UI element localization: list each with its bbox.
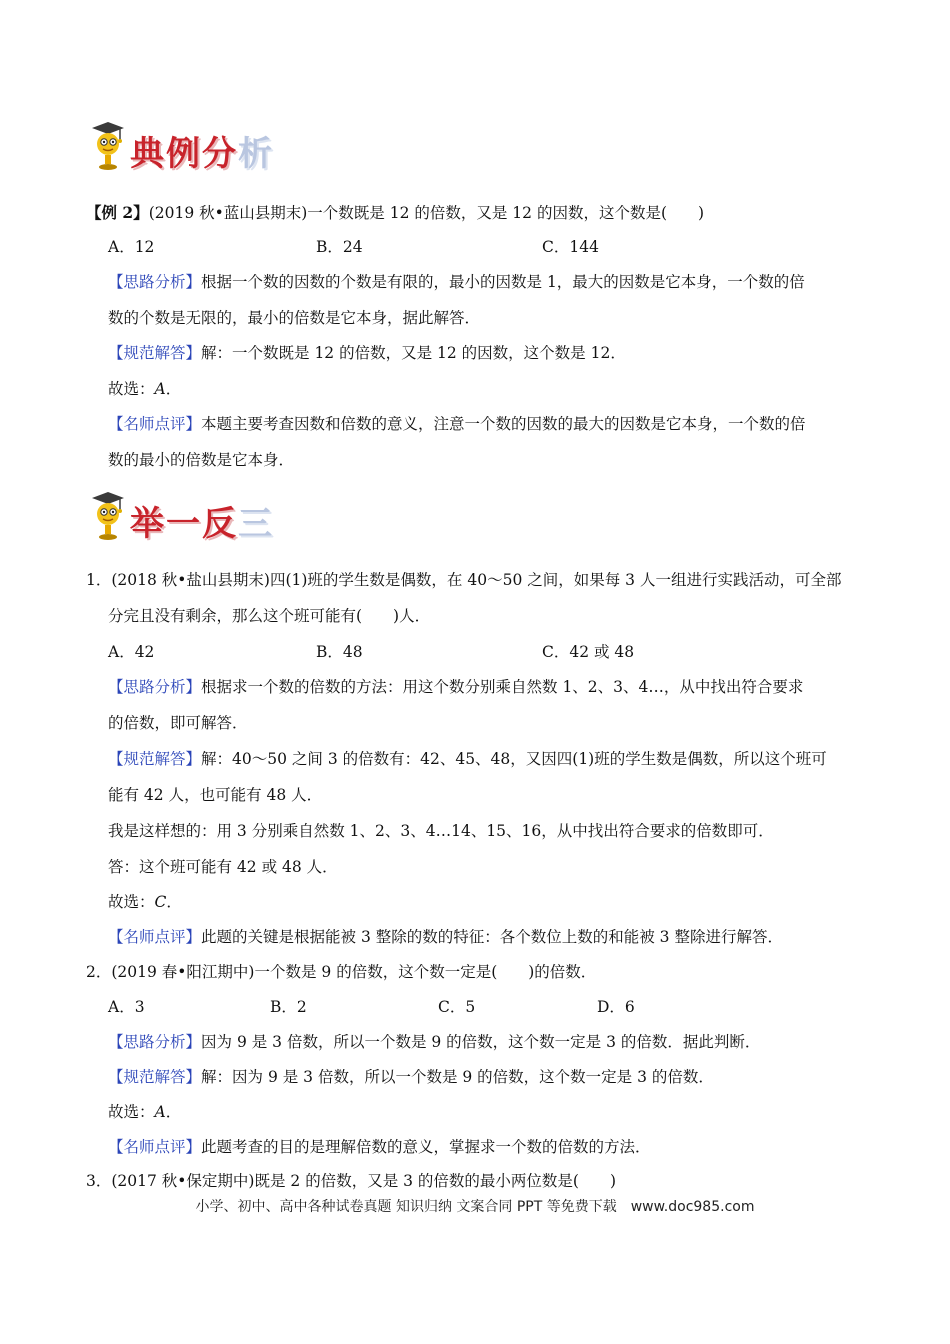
example-label: 【例 2】 — [86, 203, 149, 222]
comment-line: 数的最小的倍数是它本身． — [108, 451, 295, 469]
analysis-line: 数的个数是无限的，最小的倍数是它本身，据此解答． — [108, 309, 481, 327]
analysis-line: 【思路分析】根据求一个数的倍数的方法：用这个数分别乘自然数 1、2、3、4…，从中找出符合要求 — [108, 678, 804, 696]
option-c: C．5 — [438, 998, 476, 1016]
comment-line: 【名师点评】本题主要考查因数和倍数的意义，注意一个数的因数的最大的因数是它本身，一个数的倍 — [108, 415, 806, 433]
comment-tag: 【名师点评】 — [108, 1138, 202, 1156]
option-b: B．2 — [270, 998, 307, 1016]
practice-heading — [86, 488, 274, 544]
solution-tag: 【规范解答】 — [108, 1068, 202, 1086]
comment-line: 【名师点评】此题考查的目的是理解倍数的意义，掌握求一个数的倍数的方法． — [108, 1138, 651, 1156]
example-heading — [86, 118, 274, 174]
option-a: A．3 — [108, 998, 145, 1016]
question-2-stem: 2．(2019 春•阳江期中)一个数是 9 的倍数，这个数一定是( )的倍数． — [86, 963, 597, 981]
option-b: B．24 — [316, 238, 363, 256]
analysis-tag: 【思路分析】 — [108, 273, 202, 291]
question-3-stem: 3．(2017 秋•保定期中)既是 2 的倍数，又是 3 的倍数的最小两位数是( ) — [86, 1172, 616, 1190]
option-c: C．144 — [542, 238, 599, 256]
heading-title: 举一反三 — [130, 504, 274, 544]
solution-line: 【规范解答】解：40～50 之间 3 的倍数有：42、45、48，又因四(1)班的学生数是偶数，所以这个班可 — [108, 750, 827, 768]
solution-line: 我是这样想的：用 3 分别乘自然数 1、2、3、4…14、15、16，从中找出符合要求的倍数即可． — [108, 822, 774, 840]
analysis-tag: 【思路分析】 — [108, 1033, 202, 1051]
analysis-tag: 【思路分析】 — [108, 678, 202, 696]
option-a: A．12 — [108, 238, 155, 256]
analysis-line: 【思路分析】根据一个数的因数的个数是有限的，最小的因数是 1，最大的因数是它本身，一个数的倍 — [108, 273, 805, 291]
example-stem: 【例 2】(2019 秋•蓝山县期末)一个数既是 12 的倍数，又是 12 的因数，这个数是( ) — [86, 203, 705, 222]
question-1-stem: 1．(2018 秋•盐山县期末)四(1)班的学生数是偶数，在 40～50 之间，如果每 3 人一组进行实践活动，可全部 — [86, 571, 842, 589]
option-a: A．42 — [108, 643, 155, 661]
option-c: C．42 或 48 — [542, 643, 635, 661]
solution-tag: 【规范解答】 — [108, 344, 202, 362]
heading-title: 典例分析 — [130, 134, 274, 174]
question-1-stem: 分完且没有剩余，那么这个班可能有( )人． — [108, 607, 431, 625]
comment-tag: 【名师点评】 — [108, 928, 202, 946]
solution-line: 能有 42 人，也可能有 48 人． — [108, 786, 323, 804]
solution-line: 【规范解答】解：因为 9 是 3 倍数，所以一个数是 9 的倍数，这个数一定是 3 的倍数． — [108, 1068, 714, 1086]
choose-line: 故选：A． — [108, 380, 182, 398]
comment-tag: 【名师点评】 — [108, 415, 202, 433]
analysis-line: 的倍数，即可解答． — [108, 714, 248, 732]
option-b: B．48 — [316, 643, 363, 661]
option-d: D．6 — [597, 998, 635, 1016]
mascot-icon — [86, 488, 126, 544]
comment-line: 【名师点评】此题的关键是根据能被 3 整除的数的特征：各个数位上数的和能被 3 整除进行解答． — [108, 928, 783, 946]
choose-line: 故选：C． — [108, 893, 182, 911]
solution-tag: 【规范解答】 — [108, 750, 202, 768]
solution-line: 【规范解答】解：一个数既是 12 的倍数，又是 12 的因数，这个数是 12． — [108, 344, 626, 362]
footer-text: 小学、初中、高中各种试卷真题 知识归纳 文案合同 PPT 等免费下载 www.doc985.com — [195, 1199, 755, 1215]
solution-line: 答：这个班可能有 42 或 48 人． — [108, 858, 338, 876]
mascot-icon — [86, 118, 126, 174]
analysis-line: 【思路分析】因为 9 是 3 倍数，所以一个数是 9 的倍数，这个数一定是 3 的倍数．据此判断． — [108, 1033, 761, 1051]
choose-line: 故选：A． — [108, 1103, 182, 1121]
